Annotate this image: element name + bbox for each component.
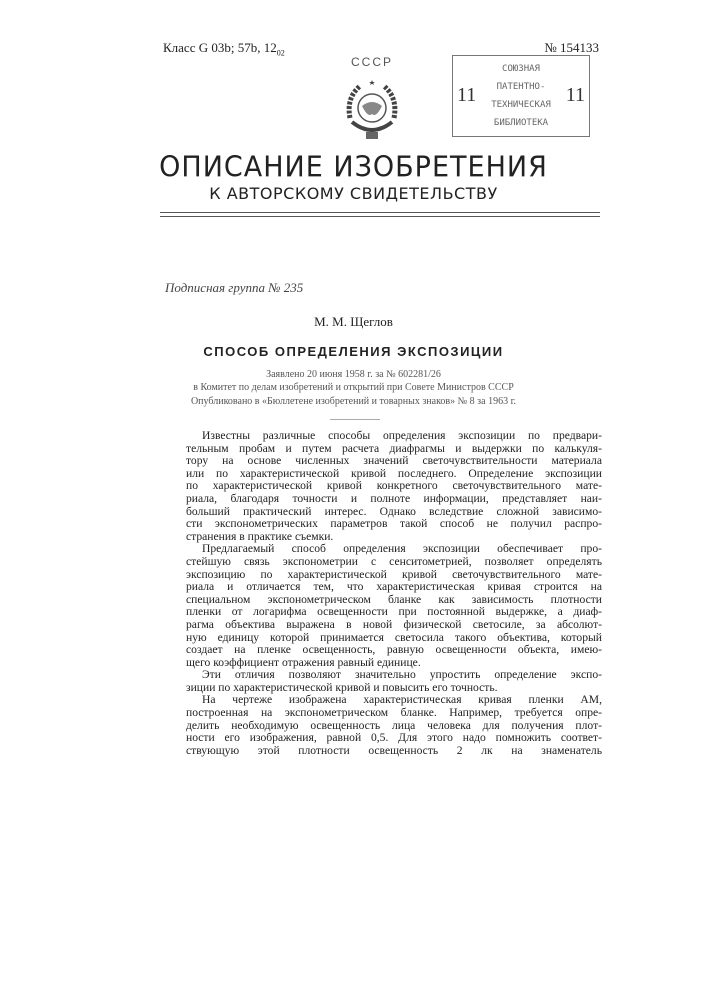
body-line: тору на основе численных значений светочувствительности материала (186, 455, 602, 468)
body-line: ствующую этой плотности освещенность 2 лк на знаменатель (186, 745, 602, 758)
body-line: специальном экспонометрическом бланке как зависимость плотности (186, 594, 602, 607)
body-line: Предлагаемый способ определения экспозиции обеспечивает про- (186, 543, 602, 556)
body-line: рагма объектива выражена в новой физической светосиле, за абсолют- (186, 619, 602, 632)
body-line: или по характеристической кривой последнего. Определение экспозиции (186, 468, 602, 481)
body-line: построенная на экспонометрическом бланке. Например, требуется опре- (186, 707, 602, 720)
body-line: сти экспонометрических параметров такой способ не получил распро- (186, 518, 602, 531)
class-label: Класс G 03b; 57b, 12 (163, 40, 277, 55)
document-subtitle: К АВТОРСКОМУ СВИДЕТЕЛЬСТВУ (0, 184, 707, 203)
library-stamp (452, 55, 590, 137)
filing-date: Заявлено 20 июня 1958 г. за № 602281/26 (0, 369, 707, 380)
body-line: риала, благодаря точности и полноте информации, представляет наи- (186, 493, 602, 506)
section-divider (330, 419, 380, 420)
subscription-group: Подписная группа № 235 (165, 280, 303, 296)
stamp-line: ПАТЕНТНО- (453, 82, 589, 92)
stamp-line: СОЮЗНАЯ (453, 64, 589, 74)
body-line: больший практический интерес. Однако вследствие сложной зависимо- (186, 506, 602, 519)
body-line: стейшую связь экспонометрии с сенситометрией, позволяет определять (186, 556, 602, 569)
body-line: ности его изображения, равной 0,5. Для этого надо помножить соответ- (186, 732, 602, 745)
stamp-mark: 11 (566, 84, 585, 107)
country-label: СССР (340, 55, 404, 69)
state-emblem-icon (340, 78, 404, 142)
body-line: щего коэффициент отражения равный единице. (186, 657, 602, 670)
body-line: риала и отличается тем, что характеристическая кривая строится на (186, 581, 602, 594)
body-line: делить необходимую освещенность лица человека для получения плот- (186, 720, 602, 733)
patent-number: № 154133 (544, 40, 599, 56)
body-line: странения в практике съемки. (186, 531, 602, 544)
publication-info: Опубликовано в «Бюллетене изобретений и товарных знаков» № 8 за 1963 г. (0, 396, 707, 407)
stamp-mark: 11 (457, 84, 476, 107)
body-line: создает на пленке освещенность, равную освещенности объекта, имею- (186, 644, 602, 657)
description-body (186, 430, 602, 757)
body-line: Известны различные способы определения экспозиции по предвари- (186, 430, 602, 443)
body-line: ную единицу которой принимается светосила такого объектива, который (186, 632, 602, 645)
invention-title: СПОСОБ ОПРЕДЕЛЕНИЯ ЭКСПОЗИЦИИ (0, 344, 707, 359)
body-line: На чертеже изображена характеристическая кривая пленки АМ, (186, 694, 602, 707)
double-rule-divider (160, 212, 600, 217)
stamp-line: ТЕХНИЧЕСКАЯ (453, 100, 589, 110)
body-line: по характеристической кривой конкретного светочувствительного мате- (186, 480, 602, 493)
filing-committee: в Комитет по делам изобретений и открытий при Совете Министров СССР (0, 382, 707, 393)
body-line: тельным пробам и путем расчета диафрагмы и выдержки по калькуля- (186, 443, 602, 456)
classification (163, 40, 285, 58)
body-line: Эти отличия позволяют значительно упростить определение экспо- (186, 669, 602, 682)
body-line: пленки от логарифма освещенности при постоянной выдержке, а диаф- (186, 606, 602, 619)
body-line: зиции по характеристической кривой и повысить его точность. (186, 682, 602, 695)
author: М. М. Щеглов (0, 314, 707, 330)
class-subscript: 02 (277, 49, 285, 58)
document-title: ОПИСАНИЕ ИЗОБРЕТЕНИЯ (0, 151, 707, 184)
stamp-line: БИБЛИОТЕКА (453, 118, 589, 128)
body-line: экспозицию по характеристической кривой светочувствительного мате- (186, 569, 602, 582)
